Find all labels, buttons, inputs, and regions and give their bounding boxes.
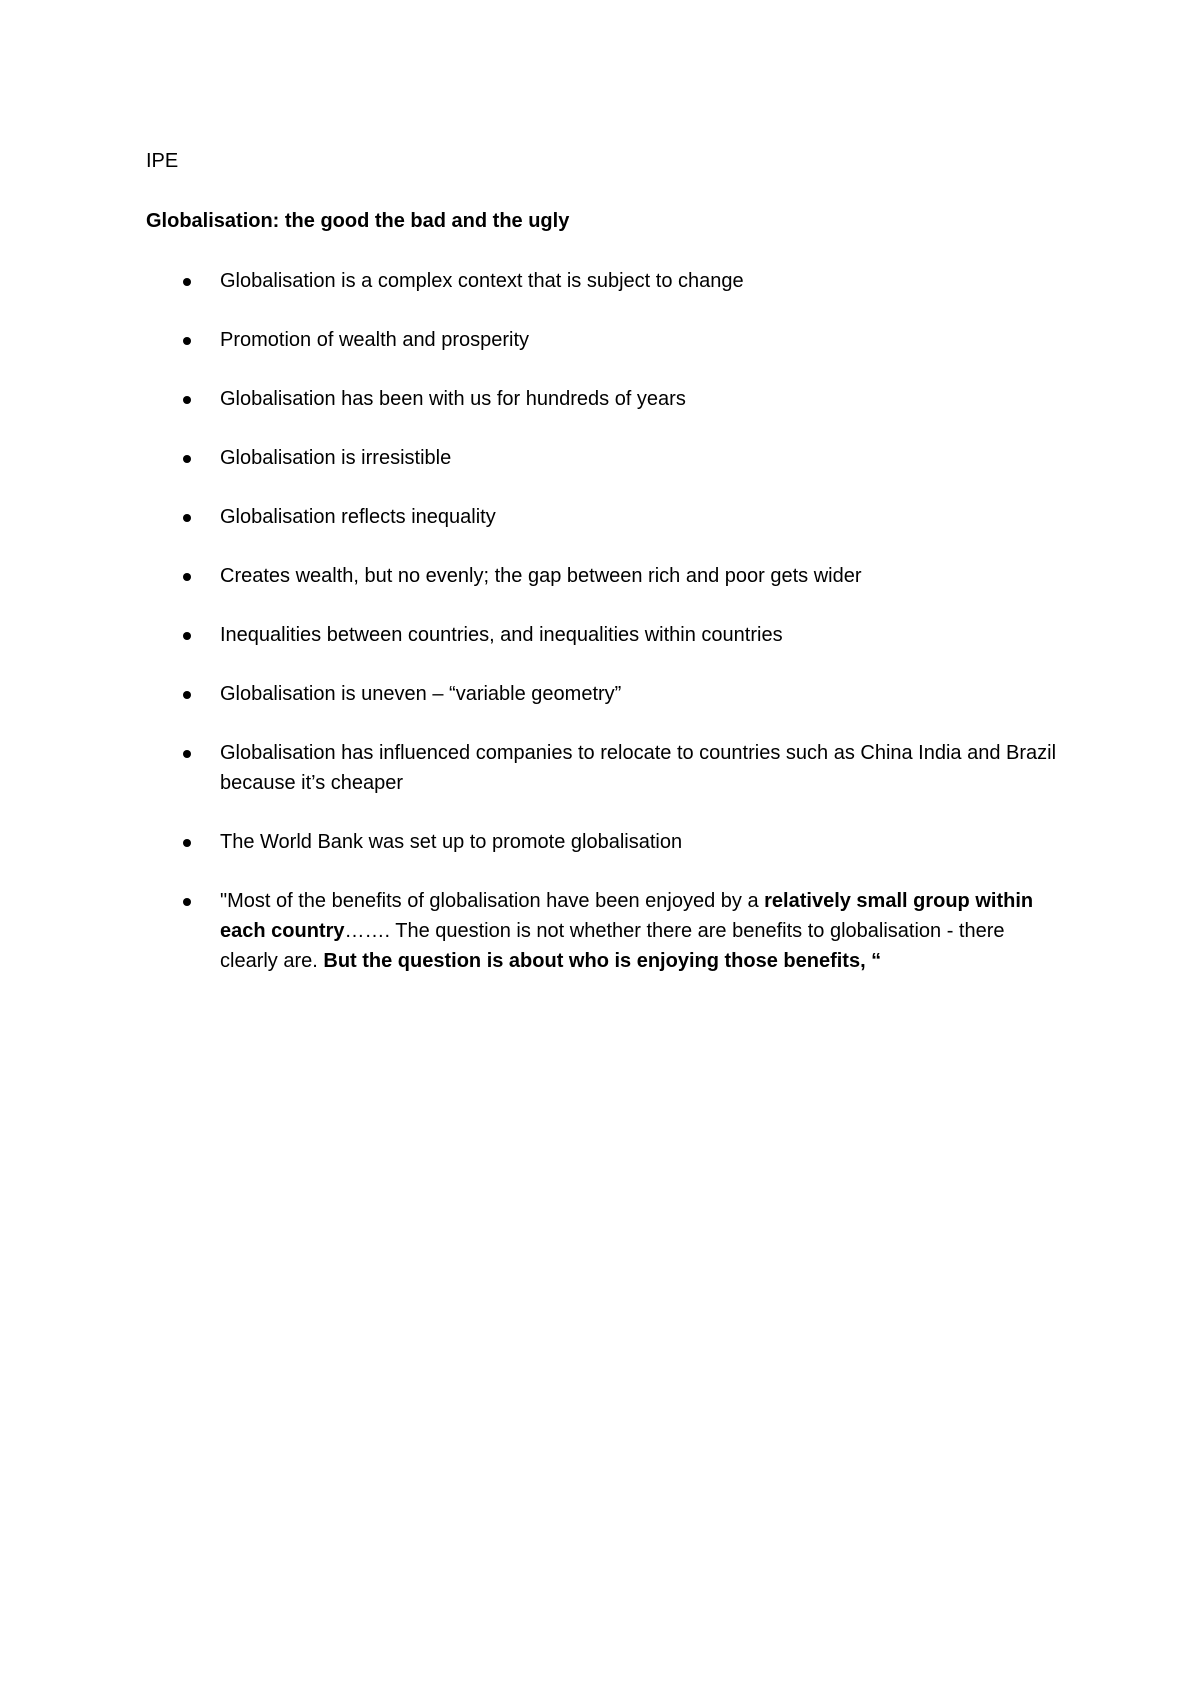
bullet-icon <box>183 455 191 463</box>
list-item-text: Globalisation has been with us for hundreds of years <box>220 388 686 410</box>
list-item <box>0 443 1060 473</box>
quote-part-3: ……. The question is not whether there are benefits to globalisation - there clearly are. <box>220 920 1005 972</box>
bullet-icon <box>183 750 191 758</box>
list-item <box>0 502 1060 532</box>
bullet-list <box>0 266 1200 1005</box>
list-item-text: The World Bank was set up to promote globalisation <box>220 831 683 853</box>
bullet-icon <box>183 514 191 522</box>
bullet-icon <box>183 573 191 581</box>
list-item <box>0 266 1060 296</box>
bullet-icon <box>183 839 191 847</box>
list-item <box>0 384 1060 414</box>
list-item <box>0 679 1060 709</box>
bullet-icon <box>183 632 191 640</box>
course-label: IPE <box>146 150 179 172</box>
list-item-text: Globalisation has influenced companies to relocate to countries such as China India and Brazil because it’s cheaper <box>220 742 1057 794</box>
quote-item <box>0 886 1060 976</box>
list-item-text: Promotion of wealth and prosperity <box>220 329 530 351</box>
list-item <box>0 620 1060 650</box>
quote-text <box>220 890 1033 972</box>
quote-part-2-bold: relatively small group within each country <box>220 890 1034 942</box>
list-item-text: Inequalities between countries, and inequalities within countries <box>220 624 783 646</box>
list-item-text: Globalisation is uneven – “variable geometry” <box>220 683 622 705</box>
list-item-text: Creates wealth, but no evenly; the gap between rich and poor gets wider <box>220 565 862 587</box>
list-item <box>0 325 1060 355</box>
quote-part-1: "Most of the benefits of globalisation have been enjoyed by a <box>220 890 765 912</box>
bullet-icon <box>183 898 191 906</box>
list-item <box>0 738 1060 798</box>
list-item-text: Globalisation reflects inequality <box>220 506 496 528</box>
bullet-icon <box>183 396 191 404</box>
list-item <box>0 827 1060 857</box>
bullet-icon <box>183 278 191 286</box>
list-item-text: Globalisation is irresistible <box>220 447 452 469</box>
bullet-icon <box>183 691 191 699</box>
list-item-text: Globalisation is a complex context that is subject to change <box>220 270 744 292</box>
bullet-icon <box>183 337 191 345</box>
quote-part-4-bold: But the question is about who is enjoying those benefits, “ <box>323 950 882 972</box>
list-item <box>0 561 1060 591</box>
document-heading: Globalisation: the good the bad and the ugly <box>146 210 570 232</box>
